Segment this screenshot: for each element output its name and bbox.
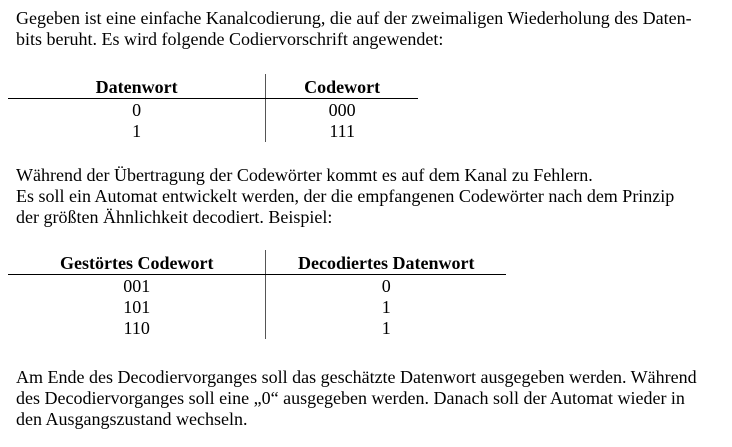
middle-line-1: Während der Übertragung der Codewörter kommt es auf dem Kanal zu Fehlern. (16, 165, 593, 185)
table-cell: 101 (8, 297, 266, 318)
table-row (8, 297, 506, 318)
table-cell: 0 (381, 276, 391, 296)
table-cell: 1 (381, 297, 391, 317)
table-cell: 110 (8, 318, 266, 339)
intro-line-1: Gegeben ist eine einfache Kanalcodierung, die auf der zweimaligen Wiederholung des Daten- (16, 8, 692, 28)
middle-line-3: der größten Ähnlichkeit decodiert. Beispiel: (16, 207, 333, 227)
table-cell: 000 (328, 100, 356, 120)
table-row (8, 275, 506, 298)
table-cell: 111 (329, 121, 355, 141)
table-cell: 001 (8, 275, 266, 298)
table-row (8, 121, 418, 142)
table-cell: 1 (8, 121, 266, 142)
header-datenwort: Datenwort (8, 74, 266, 99)
closing-line-2: des Decodiervorganges soll eine „0“ ausgegeben werden. Danach soll der Automat wieder in (16, 388, 685, 408)
header-codewort: Codewort (266, 74, 418, 99)
middle-paragraph (16, 165, 721, 228)
header-decodiertes-datenwort: Decodiertes Datenwort (266, 250, 506, 275)
table-cell: 0 (8, 99, 266, 122)
table-row (8, 99, 418, 122)
table-cell: 1 (381, 318, 391, 338)
coding-table (8, 74, 418, 142)
table-row (8, 318, 506, 339)
intro-line-2: bits beruht. Es wird folgende Codiervorschrift angewendet: (16, 29, 444, 49)
closing-line-1: Am Ende des Decodiervorganges soll das geschätzte Datenwort ausgegeben werden. Während (16, 367, 697, 387)
closing-paragraph (16, 367, 721, 430)
intro-paragraph (16, 8, 721, 50)
header-gestoertes-codewort: Gestörtes Codewort (8, 250, 266, 275)
closing-line-3: den Ausgangszustand wechseln. (16, 409, 248, 429)
decoding-example-table (8, 250, 506, 339)
middle-line-2: Es soll ein Automat entwickelt werden, der die empfangenen Codewörter nach dem Prinzip (16, 186, 675, 206)
